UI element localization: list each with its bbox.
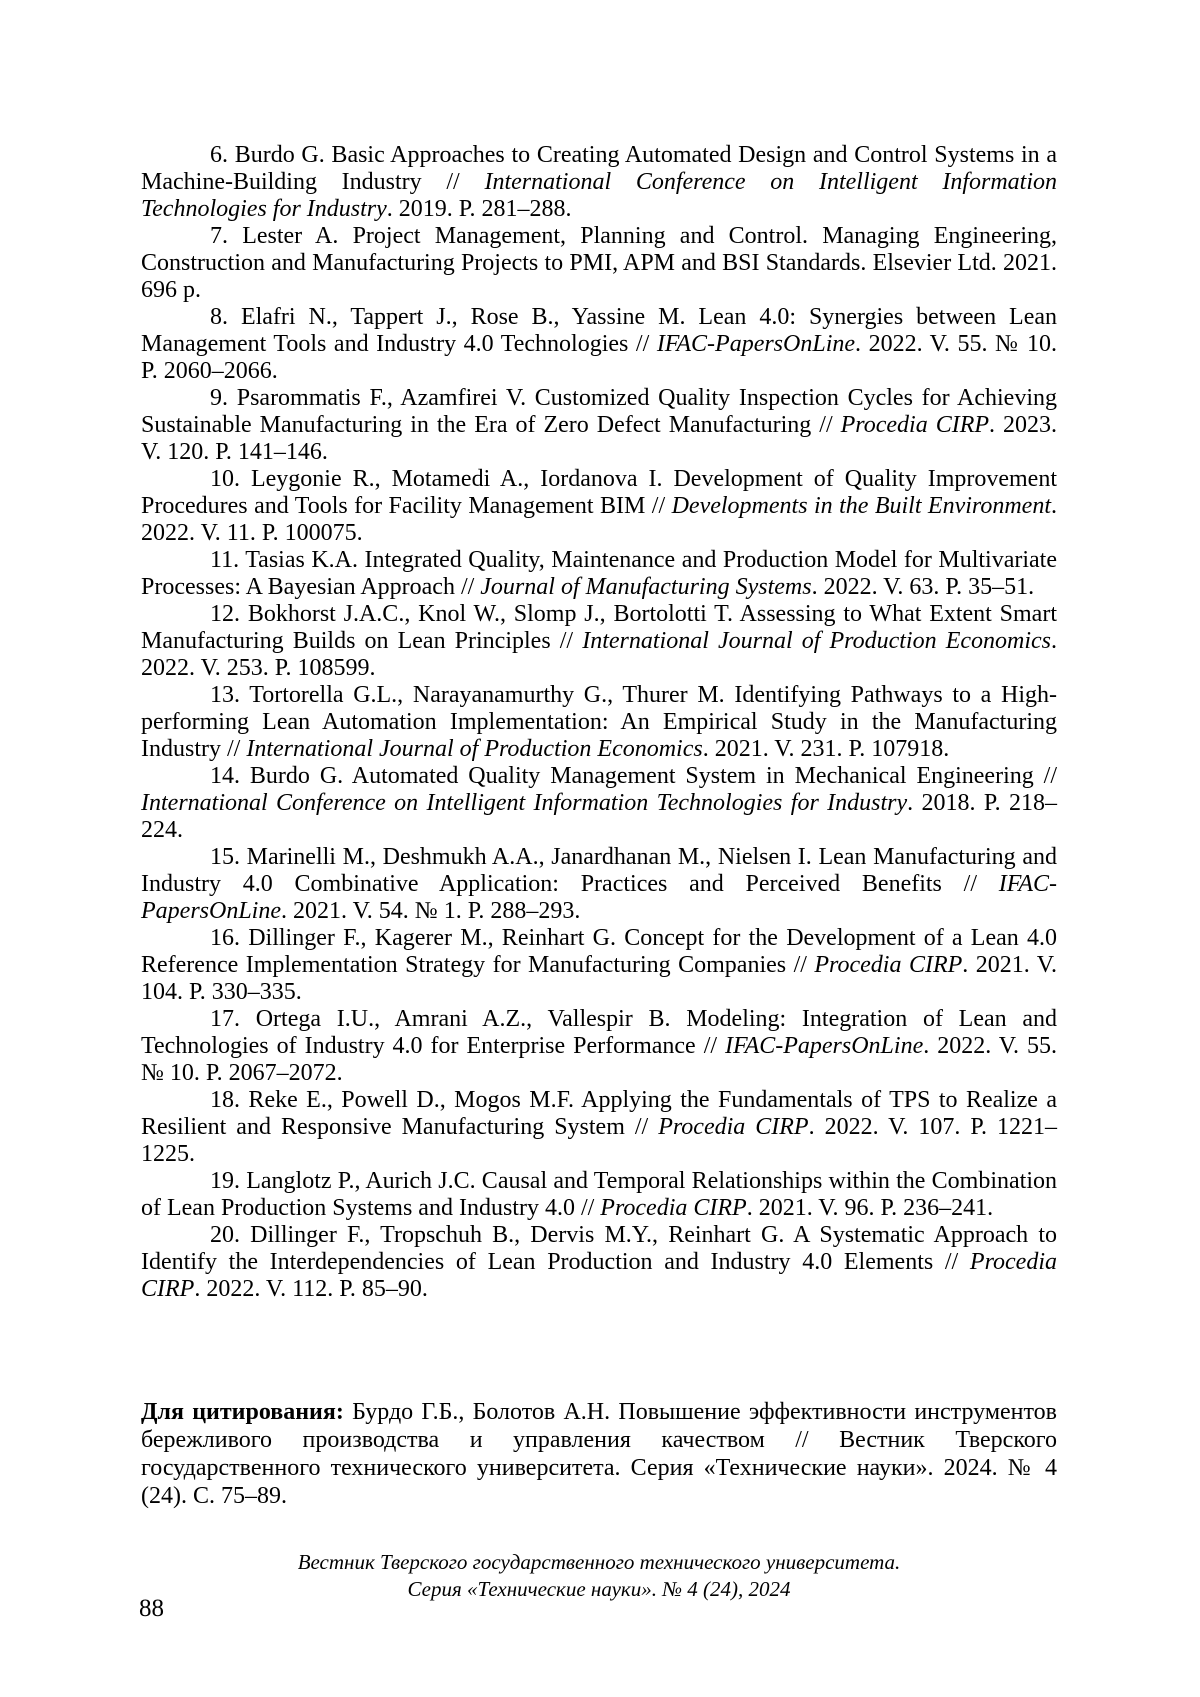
reference-item <box>141 1168 1057 1222</box>
plain-text: 15. Marinelli M., Deshmukh A.A., Janardhanan M., Nielsen I. Lean Manufacturing and Industry 4.0 Combinative Application: Practices and Perceived Benefits // <box>141 844 1057 897</box>
plain-text: 7. Lester A. Project Management, Planning and Control. Managing Engineering, Construction and Manufacturing Projects to PMI, APM and BSI Standards. Elsevier Ltd. 2021. 696 p. <box>141 223 1057 303</box>
plain-text: . 2021. V. 231. P. 107918. <box>702 736 950 762</box>
reference-item <box>141 1087 1057 1168</box>
italic-text: Procedia CIRP <box>600 1195 747 1221</box>
journal-footer <box>141 1549 1057 1603</box>
plain-text: . 2022. V. 55. № 10. P. 2067–2072. <box>141 1033 1057 1086</box>
page-number: 88 <box>139 1595 164 1622</box>
reference-item <box>141 601 1057 682</box>
plain-text: 14. Burdo G. Automated Quality Management System in Mechanical Engineering // <box>210 763 1057 789</box>
reference-item <box>141 844 1057 925</box>
plain-text: . 2021. V. 54. № 1. P. 288–293. <box>281 898 581 924</box>
bold-text: Для цитирования: <box>141 1399 344 1425</box>
plain-text: 12. Bokhorst J.A.C., Knol W., Slomp J., Bortolotti T. Assessing to What Extent Smart Manufacturing Builds on Lean Principles // <box>141 601 1057 654</box>
plain-text: . 2022. V. 107. P. 1221–1225. <box>141 1114 1057 1167</box>
plain-text: Бурдо Г.Б., Болотов А.Н. Повышение эффективности инструментов бережливого производства и управления качеством // Вестник Тверского государственного технического университета. Серия «Технические науки». 2024. № 4 (24). С. 75–89. <box>141 1399 1058 1509</box>
italic-text: International Conference on Intelligent Information Technologies for Industry <box>141 169 1058 222</box>
footer-journal-title: Вестник Тверского государственного технического университета. <box>297 1550 901 1574</box>
plain-text: . 2022. V. 55. № 10. P. 2060–2066. <box>141 331 1057 384</box>
italic-text: Procedia CIRP <box>141 1249 1057 1302</box>
plain-text: . 2022. V. 112. P. 85–90. <box>194 1276 428 1302</box>
plain-text: 6. Burdo G. Basic Approaches to Creating Automated Design and Control Systems in a Machine-Building Industry // <box>141 142 1057 195</box>
italic-text: International Journal of Production Economics <box>246 736 703 762</box>
plain-text: . 2022. V. 253. P. 108599. <box>141 628 1057 681</box>
plain-text: 20. Dillinger F., Tropschuh B., Dervis M.Y., Reinhart G. A Systematic Approach to Identify the Interdependencies of Lean Production and Industry 4.0 Elements // <box>141 1222 1057 1275</box>
plain-text: . 2019. P. 281–288. <box>386 196 572 222</box>
reference-item <box>141 304 1057 385</box>
citation-paragraph <box>141 1398 1057 1510</box>
references-list <box>141 142 1057 1303</box>
plain-text: 10. Leygonie R., Motamedi A., Iordanova I. Development of Quality Improvement Procedures and Tools for Facility Management BIM // <box>141 466 1057 519</box>
reference-item <box>141 223 1057 304</box>
italic-text: International Journal of Production Economics <box>582 628 1051 654</box>
reference-item <box>141 682 1057 763</box>
plain-text: 11. Tasias K.A. Integrated Quality, Maintenance and Production Model for Multivariate Processes: A Bayesian Approach // <box>141 547 1057 600</box>
plain-text: 9. Psarommatis F., Azamfirei V. Customized Quality Inspection Cycles for Achieving Sustainable Manufacturing in the Era of Zero Defect Manufacturing // <box>141 385 1057 438</box>
italic-text: Procedia CIRP <box>658 1114 809 1140</box>
plain-text: 8. Elafri N., Tappert J., Rose B., Yassine M. Lean 4.0: Synergies between Lean Management Tools and Industry 4.0 Technologies // <box>141 304 1057 357</box>
plain-text: . 2021. V. 104. P. 330–335. <box>141 952 1058 1005</box>
reference-item <box>141 1222 1057 1303</box>
italic-text: Journal of Manufacturing Systems <box>480 574 812 600</box>
reference-item <box>141 466 1057 547</box>
italic-text: International Conference on Intelligent Information Technologies for Industry <box>141 790 908 816</box>
plain-text: . 2022. V. 63. P. 35–51. <box>811 574 1035 600</box>
italic-text: IFAC-PapersOnLine <box>725 1033 924 1059</box>
plain-text: . 2018. P. 218–224. <box>141 790 1057 843</box>
italic-text: Procedia CIRP <box>840 412 990 438</box>
plain-text: 17. Ortega I.U., Amrani A.Z., Vallespir B. Modeling: Integration of Lean and Technologies of Industry 4.0 for Enterprise Performance // <box>141 1006 1057 1059</box>
reference-item <box>141 547 1057 601</box>
plain-text: . 2021. V. 96. P. 236–241. <box>746 1195 994 1221</box>
reference-item <box>141 763 1057 844</box>
reference-item <box>141 385 1057 466</box>
plain-text: 13. Tortorella G.L., Narayanamurthy G., Thurer M. Identifying Pathways to a High-performing Lean Automation Implementation: An Empirical Study in the Manufacturing Industry // <box>141 682 1057 762</box>
reference-item <box>141 142 1057 223</box>
plain-text: 19. Langlotz P., Aurich J.C. Causal and Temporal Relationships within the Combination of Lean Production Systems and Industry 4.0 // <box>141 1168 1057 1221</box>
footer-journal-issue: Серия «Технические науки». № 4 (24), 2024 <box>407 1577 791 1601</box>
reference-item <box>141 1006 1057 1087</box>
plain-text: . 2022. V. 11. P. 100075. <box>141 493 1057 546</box>
reference-item <box>141 925 1057 1006</box>
italic-text: Procedia CIRP <box>814 952 963 978</box>
plain-text: 18. Reke E., Powell D., Mogos M.F. Applying the Fundamentals of TPS to Realize a Resilient and Responsive Manufacturing System // <box>141 1087 1057 1140</box>
plain-text: 16. Dillinger F., Kagerer M., Reinhart G. Concept for the Development of a Lean 4.0 Reference Implementation Strategy for Manufacturing Companies // <box>141 925 1057 978</box>
plain-text: . 2023. V. 120. P. 141–146. <box>141 412 1058 465</box>
italic-text: IFAC-PapersOnLine <box>656 331 856 357</box>
italic-text: Developments in the Built Environment <box>671 493 1051 519</box>
italic-text: IFAC-PapersOnLine <box>141 871 1057 924</box>
